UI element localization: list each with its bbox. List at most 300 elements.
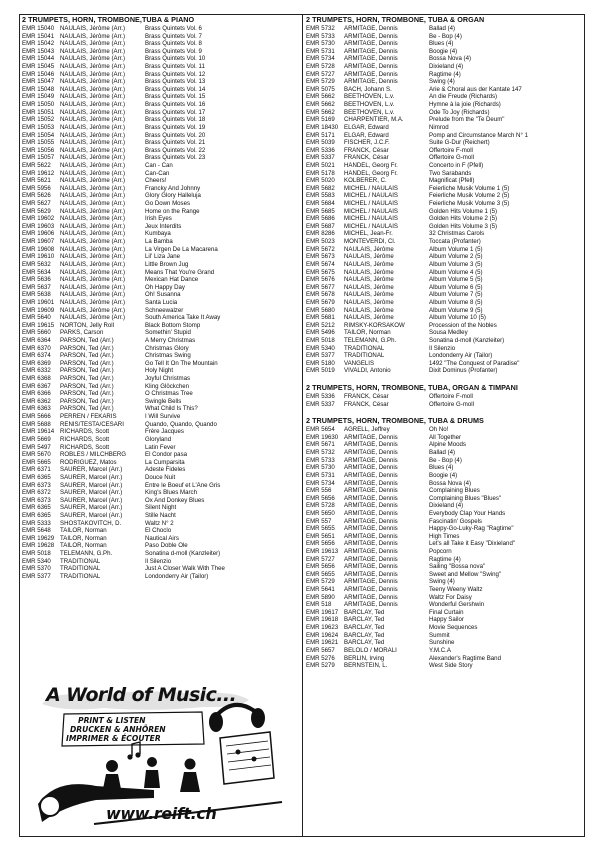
catalog-number: EMR 19629 — [22, 534, 55, 542]
work-title: Be - Bop (4) — [429, 456, 462, 464]
catalog-row — [306, 533, 582, 541]
catalog-row — [22, 124, 298, 132]
logo-url: www.reift.ch — [106, 804, 217, 823]
composer: NAULAIS, Jérôme (Arr.) — [60, 230, 126, 238]
work-title: All Together — [429, 433, 462, 441]
catalog-number: EMR 15042 — [22, 40, 55, 48]
catalog-number: EMR 5497 — [22, 443, 51, 451]
composer: TRADITIONAL — [344, 344, 385, 352]
catalog-number: EMR 6373 — [22, 481, 51, 489]
catalog-row — [22, 367, 298, 375]
catalog-row — [22, 40, 298, 48]
catalog-row — [306, 40, 582, 48]
catalog-number: EMR 15047 — [22, 78, 55, 86]
composer: BARCLAY, Ted — [344, 631, 385, 639]
catalog-number: EMR 5677 — [306, 283, 335, 291]
work-title: Prelude from the "Te Deum" — [429, 116, 505, 124]
work-title: Album Volume 7 (5) — [429, 291, 483, 299]
composer: NAULAIS, Jérôme (Arr.) — [60, 108, 126, 116]
catalog-row — [306, 162, 582, 170]
work-title: Magnificat (Pfell) — [429, 177, 475, 185]
work-title: Brass Quintets Vol. 13 — [145, 78, 206, 86]
catalog-row — [22, 322, 298, 330]
catalog-number: EMR 5496 — [306, 329, 335, 337]
catalog-row — [22, 109, 298, 117]
work-title: Arie & Choral aus der Kantate 147 — [429, 85, 522, 93]
catalog-number: EMR 6366 — [22, 390, 51, 398]
catalog-number: EMR 15054 — [22, 131, 55, 139]
work-title: Jeux Interdits — [145, 222, 182, 230]
composer: NAULAIS, Jérôme (Arr.) — [60, 276, 126, 284]
composer: NAULAIS, Jérôme (Arr.) — [60, 116, 126, 124]
catalog-number: EMR 19612 — [22, 169, 55, 177]
catalog-row — [306, 647, 582, 655]
section-title: 2 TRUMPETS, HORN, TROMBONE,TUBA & PIANO — [22, 15, 195, 24]
catalog-number: EMR 19630 — [306, 433, 339, 441]
work-title: Brass Quintets Vol. 17 — [145, 108, 206, 116]
catalog-number: EMR 5686 — [306, 215, 335, 223]
work-title: Brass Quintets Vol. 16 — [145, 101, 206, 109]
composer: NAULAIS, Jérôme (Arr.) — [60, 184, 126, 192]
work-title: Santa Lucia — [145, 298, 178, 306]
work-title: Brass Quintets Vol. 22 — [145, 146, 206, 154]
catalog-number: EMR 19609 — [22, 306, 55, 314]
work-title: Ragtime (4) — [429, 70, 461, 78]
catalog-number: EMR 5679 — [306, 298, 335, 306]
work-title: Dixit Dominus (Profanter) — [429, 367, 498, 375]
composer: MICHEL / NAULAIS — [344, 215, 398, 223]
composer: NAULAIS, Jérôme — [344, 260, 394, 268]
catalog-number: EMR 5021 — [306, 161, 335, 169]
work-title: Brass Quintets Vol. 6 — [145, 25, 202, 32]
composer: BARCLAY, Ted — [344, 624, 385, 632]
work-title: Means That You're Grand — [145, 268, 215, 276]
composer: RICHARDS, Scott — [60, 428, 110, 436]
work-title: Il Silenzio — [429, 344, 456, 352]
work-title: La Bamba — [145, 238, 173, 246]
work-title: What Child Is This? — [145, 405, 198, 413]
catalog-number: EMR 5336 — [306, 393, 335, 401]
work-title: Alpine Moods — [429, 441, 466, 449]
work-title: Popcorn — [429, 548, 452, 555]
composer: BERNSTEIN, L. — [344, 662, 388, 670]
catalog-number: EMR 5674 — [306, 260, 335, 268]
work-title: Alexander's Ragtime Band — [429, 654, 501, 662]
work-title: Offertoire G-moll — [429, 154, 474, 162]
composer: NAULAIS, Jérôme (Arr.) — [60, 314, 126, 322]
composer: BELOLO / MORALI — [344, 646, 397, 654]
composer: NAULAIS, Jérôme (Arr.) — [60, 169, 126, 177]
catalog-row — [22, 314, 298, 322]
composer: ARMITAGE, Dennis — [344, 540, 398, 548]
catalog-number: EMR 5651 — [306, 532, 335, 540]
catalog-row — [306, 495, 582, 503]
composer: AGRELL, Jeffrey — [344, 426, 390, 434]
composer: VIVALDI, Antonio — [344, 367, 391, 375]
catalog-row — [306, 571, 582, 579]
catalog-row — [306, 426, 582, 434]
composer: FISCHER, J.C.F. — [344, 139, 390, 147]
catalog-number: EMR 5340 — [306, 344, 335, 352]
work-title: Fascinatin' Gospels — [429, 517, 482, 525]
work-title: Teeny Weeny Waltz — [429, 586, 483, 594]
work-title: Christmas Swing — [145, 352, 191, 360]
composer: ARMITAGE, Dennis — [344, 555, 398, 563]
composer: SAURER, Marcel (Arr.) — [60, 504, 123, 512]
catalog-number: EMR 6363 — [22, 405, 51, 413]
catalog-row — [306, 139, 582, 147]
catalog-row — [306, 101, 582, 109]
catalog-row — [306, 86, 582, 94]
catalog-row — [306, 33, 582, 41]
work-title: Joyful Christmas — [145, 375, 191, 383]
catalog-row — [22, 436, 298, 444]
composer: MICHEL / NAULAIS — [344, 207, 398, 215]
composer: PARSON, Ted (Arr.) — [60, 336, 114, 344]
composer: NAULAIS, Jérôme (Arr.) — [60, 238, 126, 246]
catalog-number: EMR 5333 — [22, 519, 51, 527]
catalog-list — [306, 25, 582, 375]
composer: NAULAIS, Jérôme — [344, 298, 394, 306]
catalog-number: EMR 15052 — [22, 116, 55, 124]
catalog-row — [306, 185, 582, 193]
composer: ARMITAGE, Dennis — [344, 55, 398, 63]
work-title: Brass Quintets Vol. 18 — [145, 116, 206, 124]
catalog-row — [306, 25, 582, 33]
work-title: Waltz N° 2 — [145, 519, 174, 527]
catalog-number: EMR 5665 — [22, 458, 51, 466]
work-title: Let's all Take it Easy "Dixieland" — [429, 540, 515, 548]
catalog-row — [306, 480, 582, 488]
work-title: A Merry Christmas — [145, 336, 196, 344]
catalog-number: EMR 518 — [306, 601, 332, 609]
catalog-number: EMR 6374 — [22, 352, 51, 360]
catalog-row — [306, 639, 582, 647]
composer: NAULAIS, Jérôme (Arr.) — [60, 260, 126, 268]
catalog-row — [306, 586, 582, 594]
work-title: Ballad (4) — [429, 449, 456, 457]
catalog-row — [306, 177, 582, 185]
catalog-number: EMR 6365 — [22, 512, 51, 519]
work-title: Everybody Clap Your Hands — [429, 509, 506, 517]
catalog-row — [306, 276, 582, 284]
work-title: Golden Hits Volume 3 (5) — [429, 222, 498, 230]
work-title: Sousa Medley — [429, 329, 468, 337]
composer: NAULAIS, Jérôme (Arr.) — [60, 25, 126, 32]
work-title: Sailing "Bossa nova" — [429, 563, 486, 571]
catalog-list — [306, 393, 582, 408]
catalog-number: EMR 15055 — [22, 139, 55, 147]
catalog-row — [22, 170, 298, 178]
catalog-row — [22, 352, 298, 360]
catalog-number: EMR 6368 — [22, 375, 51, 383]
catalog-number: EMR 8286 — [306, 230, 335, 238]
composer: PARSON, Ted (Arr.) — [60, 405, 114, 413]
work-title: La Virgen De La Macarena — [145, 245, 218, 253]
catalog-number: EMR 5626 — [22, 192, 51, 200]
catalog-row — [306, 170, 582, 178]
catalog-row — [306, 345, 582, 353]
work-title: Oh Happy Day — [145, 283, 185, 291]
catalog-row — [22, 238, 298, 246]
catalog-number: EMR 5662 — [306, 93, 335, 101]
composer: TRADITIONAL — [344, 352, 385, 360]
catalog-number: EMR 5727 — [306, 555, 335, 563]
work-title: Procession of the Nobles — [429, 321, 497, 329]
composer: NAULAIS, Jérôme (Arr.) — [60, 291, 126, 299]
composer: ELGAR, Edward — [344, 131, 389, 139]
work-title: Lil' Liza Jane — [145, 253, 181, 261]
catalog-number: EMR 5637 — [22, 283, 51, 291]
composer: ROBLES / MILCHBERG — [60, 451, 127, 459]
catalog-row — [22, 291, 298, 299]
catalog-row — [306, 314, 582, 322]
composer: TELEMANN, G.Ph. — [60, 550, 113, 558]
work-title: Brass Quintets Vol. 7 — [145, 32, 202, 40]
catalog-row — [22, 421, 298, 429]
catalog-row — [306, 457, 582, 465]
catalog-number: EMR 6372 — [22, 489, 51, 497]
composer: BARCLAY, Ted — [344, 639, 385, 647]
catalog-row — [306, 434, 582, 442]
composer: FRANCK, César — [344, 146, 389, 154]
work-title: Latin Fever — [145, 443, 176, 451]
composer: NAULAIS, Jérôme (Arr.) — [60, 70, 126, 78]
work-title: Sweet and Mellow "Swing" — [429, 570, 502, 578]
catalog-number: EMR 6364 — [22, 336, 51, 344]
composer: ARMITAGE, Dennis — [344, 47, 398, 55]
catalog-row — [22, 63, 298, 71]
catalog-number: EMR 5640 — [22, 314, 51, 322]
composer: SAURER, Marcel (Arr.) — [60, 512, 123, 519]
catalog-number: EMR 5666 — [22, 413, 51, 421]
composer: FRANCK, César — [344, 393, 389, 401]
catalog-row — [22, 345, 298, 353]
catalog-row — [22, 444, 298, 452]
work-title: Pomp and Circumstance March N° 1 — [429, 131, 528, 139]
composer: MICHEL / NAULAIS — [344, 222, 398, 230]
work-title: Movie Sequences — [429, 624, 478, 632]
catalog-number: EMR 5685 — [306, 207, 335, 215]
catalog-row — [306, 307, 582, 315]
work-title: Toccata (Profanter) — [429, 238, 481, 246]
catalog-row — [22, 512, 298, 520]
work-title: Feierliche Musik Volume 1 (5) — [429, 184, 510, 192]
composer: ARMITAGE, Dennis — [344, 456, 398, 464]
work-title: Album Volume 8 (5) — [429, 298, 483, 306]
catalog-row — [306, 360, 582, 368]
work-title: Concerto in F (Pfell) — [429, 161, 484, 169]
catalog-number: EMR 5039 — [306, 139, 335, 147]
catalog-number: EMR 5671 — [306, 441, 335, 449]
work-title: Brass Quintets Vol. 11 — [145, 63, 205, 71]
catalog-number: EMR 5729 — [306, 78, 335, 86]
work-title: Sonatina d-moll (Kanzleiter) — [429, 336, 505, 344]
composer: PERREN / FEKARIS — [60, 413, 117, 421]
composer: NAULAIS, Jérôme (Arr.) — [60, 93, 126, 101]
work-title: Gloryland — [145, 435, 172, 443]
catalog-number: EMR 6365 — [22, 473, 51, 481]
catalog-number: EMR 5734 — [306, 479, 335, 487]
catalog-number: EMR 5681 — [306, 314, 335, 322]
catalog-number: EMR 5634 — [22, 268, 51, 276]
composer: NAULAIS, Jérôme (Arr.) — [60, 268, 126, 276]
work-title: Wonderful Gershwin — [429, 601, 485, 609]
catalog-number: EMR 15053 — [22, 123, 55, 131]
composer: RIMSKY-KORSAKOW — [344, 321, 405, 329]
catalog-number: EMR 5680 — [306, 306, 335, 314]
composer: BARCLAY, Ted — [344, 608, 385, 616]
catalog-number: EMR 5336 — [306, 146, 335, 154]
catalog-row — [306, 655, 582, 663]
catalog-number: EMR 15057 — [22, 154, 55, 162]
work-title: Album Volume 2 (5) — [429, 253, 483, 261]
catalog-list — [306, 426, 582, 670]
work-title: Album Volume 10 (5) — [429, 314, 486, 322]
catalog-row — [22, 360, 298, 368]
composer: ARMITAGE, Dennis — [344, 487, 398, 495]
catalog-row — [306, 464, 582, 472]
work-title: Irish Eyes — [145, 215, 172, 223]
catalog-row — [22, 78, 298, 86]
composer: ARMITAGE, Dennis — [344, 593, 398, 601]
catalog-row — [306, 594, 582, 602]
composer: PARKS, Carson — [60, 329, 104, 337]
catalog-number: EMR 15040 — [22, 25, 55, 32]
work-title: 1492 "The Conquest of Paradise" — [429, 359, 520, 367]
work-title: Francky And Johnny — [145, 184, 201, 192]
catalog-row — [306, 93, 582, 101]
work-title: Sunshine — [429, 639, 455, 647]
catalog-number: EMR 15045 — [22, 63, 55, 71]
work-title: Brass Quintets Vol. 19 — [145, 123, 206, 131]
work-title: Swing (4) — [429, 578, 455, 586]
catalog-row — [22, 390, 298, 398]
catalog-number: EMR 5728 — [306, 63, 335, 71]
composer: NAULAIS, Jérôme (Arr.) — [60, 146, 126, 154]
catalog-number: EMR 15051 — [22, 108, 55, 116]
catalog-row — [22, 542, 298, 550]
catalog-number: EMR 5650 — [306, 509, 335, 517]
catalog-row — [22, 101, 298, 109]
composer: NAULAIS, Jérôme (Arr.) — [60, 192, 126, 200]
catalog-number: EMR 5734 — [306, 55, 335, 63]
catalog-row — [22, 466, 298, 474]
catalog-row — [22, 565, 298, 573]
composer: PARSON, Ted (Arr.) — [60, 382, 114, 390]
catalog-number: EMR 6362 — [22, 397, 51, 405]
catalog-number: EMR 5731 — [306, 47, 335, 55]
work-title: Sonatina d-moll (Kanzleiter) — [145, 550, 221, 558]
catalog-row — [22, 482, 298, 490]
catalog-row — [22, 337, 298, 345]
catalog-row — [306, 132, 582, 140]
catalog-number: EMR 15056 — [22, 146, 55, 154]
catalog-number: EMR 5654 — [306, 426, 335, 434]
work-title: Nautical Airs — [145, 534, 179, 542]
catalog-row — [306, 632, 582, 640]
composer: RENIS/TESTA/CESARI — [60, 420, 124, 428]
catalog-number: EMR 5656 — [306, 540, 335, 548]
composer: TAILOR, Norman — [60, 534, 107, 542]
composer: ARMITAGE, Dennis — [344, 464, 398, 472]
composer: NAULAIS, Jérôme (Arr.) — [60, 215, 126, 223]
catalog-row — [22, 405, 298, 413]
composer: NAULAIS, Jérôme (Arr.) — [60, 207, 126, 215]
catalog-number: EMR 5733 — [306, 456, 335, 464]
catalog-number: EMR 5656 — [306, 563, 335, 571]
catalog-row — [306, 322, 582, 330]
catalog-number: EMR 5023 — [306, 238, 335, 246]
composer: NAULAIS, Jérôme (Arr.) — [60, 298, 126, 306]
catalog-number: EMR 19602 — [22, 215, 55, 223]
composer: ARMITAGE, Dennis — [344, 63, 398, 71]
catalog-row — [306, 393, 582, 401]
work-title: King's Blues March — [145, 489, 197, 497]
catalog-number: EMR 5675 — [306, 268, 335, 276]
composer: KOLBERER, C. — [344, 177, 387, 185]
catalog-row — [306, 71, 582, 79]
composer: NAULAIS, Jérôme — [344, 276, 394, 284]
work-title: Kling Glöckchen — [145, 382, 190, 390]
catalog-number: EMR 19603 — [22, 222, 55, 230]
composer: NAULAIS, Jérôme (Arr.) — [60, 200, 126, 208]
catalog-number: EMR 5171 — [306, 131, 335, 139]
catalog-row — [306, 55, 582, 63]
catalog-number: EMR 5020 — [306, 177, 335, 185]
catalog-row — [306, 510, 582, 518]
work-title: Album Volume 4 (5) — [429, 268, 483, 276]
composer: VANGELIS — [344, 359, 375, 367]
work-title: Hymne à la joie (Richards) — [429, 101, 501, 109]
catalog-number: EMR 5662 — [306, 101, 335, 109]
catalog-number: EMR 5377 — [306, 352, 335, 360]
catalog-row — [306, 502, 582, 510]
work-title: Go Tell It On The Mountain — [145, 359, 218, 367]
catalog-row — [306, 472, 582, 480]
work-title: Brass Quintets Vol. 10 — [145, 55, 206, 63]
catalog-number: EMR 5662 — [306, 108, 335, 116]
catalog-number: EMR 5672 — [306, 245, 335, 253]
catalog-number: EMR 5169 — [306, 116, 335, 124]
composer: NAULAIS, Jérôme (Arr.) — [60, 161, 126, 169]
catalog-number: EMR 5728 — [306, 502, 335, 510]
composer: PARSON, Ted (Arr.) — [60, 352, 114, 360]
composer: NAULAIS, Jérôme (Arr.) — [60, 78, 126, 86]
catalog-number: EMR 5730 — [306, 464, 335, 472]
catalog-row — [306, 401, 582, 409]
composer: ARMITAGE, Dennis — [344, 525, 398, 533]
catalog-number: EMR 6370 — [22, 344, 51, 352]
logo-line-drucken: DRUCKEN & ANHÖREN — [70, 725, 166, 734]
work-title: Just A Closer Walk With Thee — [145, 565, 225, 573]
composer: SHOSTAKOVITCH, D. — [60, 519, 122, 527]
catalog-number: EMR 6369 — [22, 359, 51, 367]
work-title: Ode To Joy (Richards) — [429, 108, 490, 116]
logo-line-imprimer: IMPRIMER & ÉCOUTER — [66, 734, 161, 743]
composer: RICHARDS, Scott — [60, 443, 110, 451]
catalog-number: EMR 5688 — [22, 420, 51, 428]
composer: FRANCK, César — [344, 154, 389, 162]
work-title: Brass Quintets Vol. 14 — [145, 85, 206, 93]
catalog-row — [306, 367, 582, 375]
work-title: Silent Night — [145, 504, 177, 512]
composer: NAULAIS, Jérôme (Arr.) — [60, 253, 126, 261]
catalog-row — [306, 246, 582, 254]
catalog-number: EMR 5655 — [306, 570, 335, 578]
catalog-number: EMR 5669 — [22, 435, 51, 443]
catalog-row — [306, 441, 582, 449]
